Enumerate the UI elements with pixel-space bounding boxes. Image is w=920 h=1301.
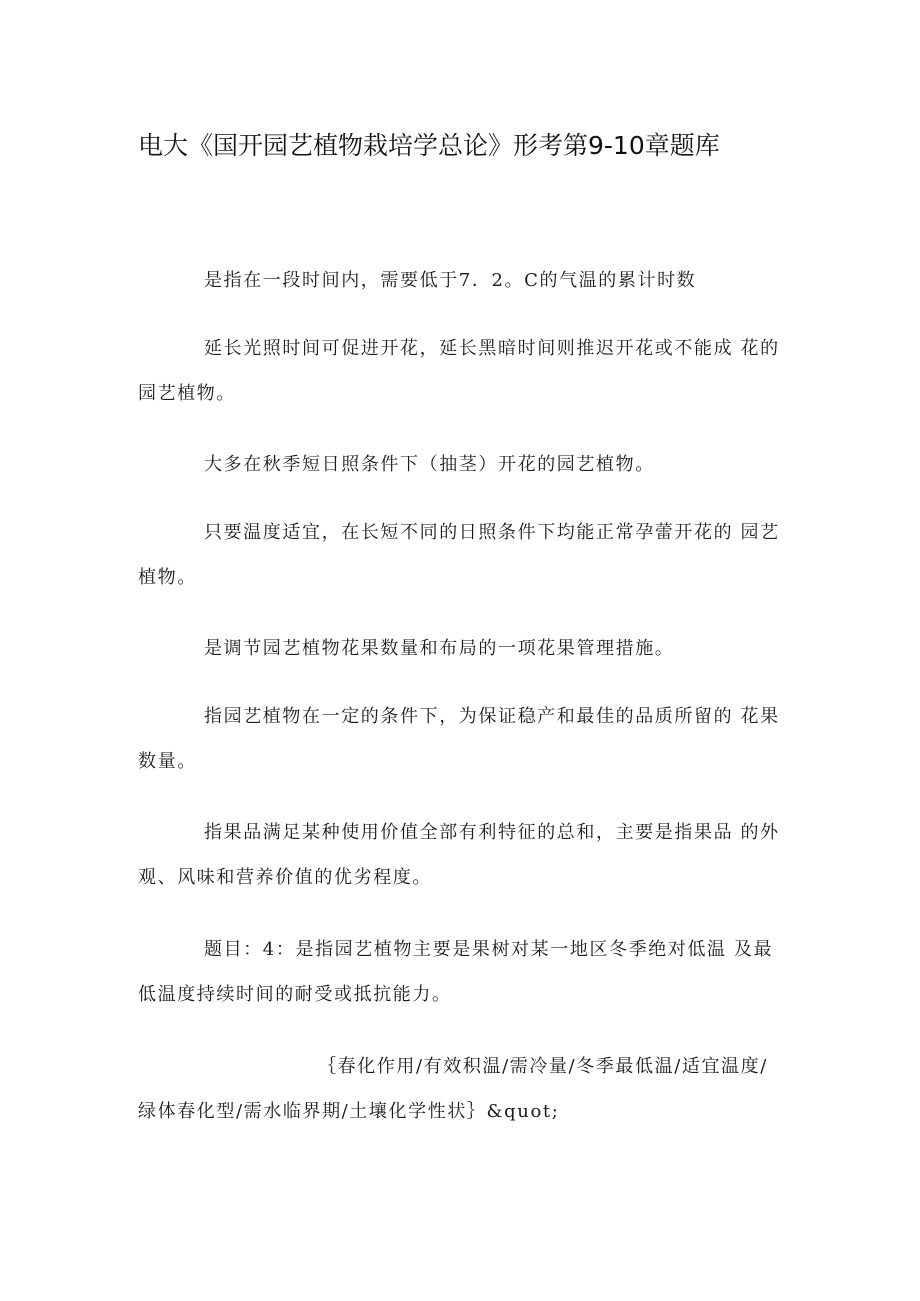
paragraph: 延长光照时间可促进开花，延长黑暗时间则推迟开花或不能成 花的园艺植物。 xyxy=(138,338,780,404)
options-list xyxy=(138,1044,788,1134)
paragraph: 是指在一段时间内，需要低于7．2。C的气温的累计时数 xyxy=(204,270,697,291)
paragraph: 指果品满足某种使用价值全部有利特征的总和，主要是指果品 的外观、风味和营养价值的优劣程度。 xyxy=(138,822,780,888)
options-line-2: 绿体春化型/需水临界期/土壤化学性状｝&quot; xyxy=(138,1101,560,1122)
paragraph: 是调节园艺植物花果数量和布局的一项花果管理措施。 xyxy=(204,638,675,659)
paragraph: 只要温度适宜，在长短不同的日照条件下均能正常孕蕾开花的 园艺植物。 xyxy=(138,522,780,588)
question-paragraph: 题目：4：是指园艺植物主要是果树对某一地区冬季绝对低温 及最低温度持续时间的耐受或抵抗能力。 xyxy=(138,939,774,1005)
paragraph: 大多在秋季短日照条件下（抽茎）开花的园艺植物。 xyxy=(204,454,655,475)
paragraph: 指园艺植物在一定的条件下，为保证稳产和最佳的品质所留的 花果数量。 xyxy=(138,706,780,772)
options-line-1: ｛春化作用/有效积温/需冷量/冬季最低温/适宜温度/ xyxy=(318,1056,768,1077)
document-title: 电大《国开园艺植物栽培学总论》形考第9-10章题库 xyxy=(138,131,720,160)
